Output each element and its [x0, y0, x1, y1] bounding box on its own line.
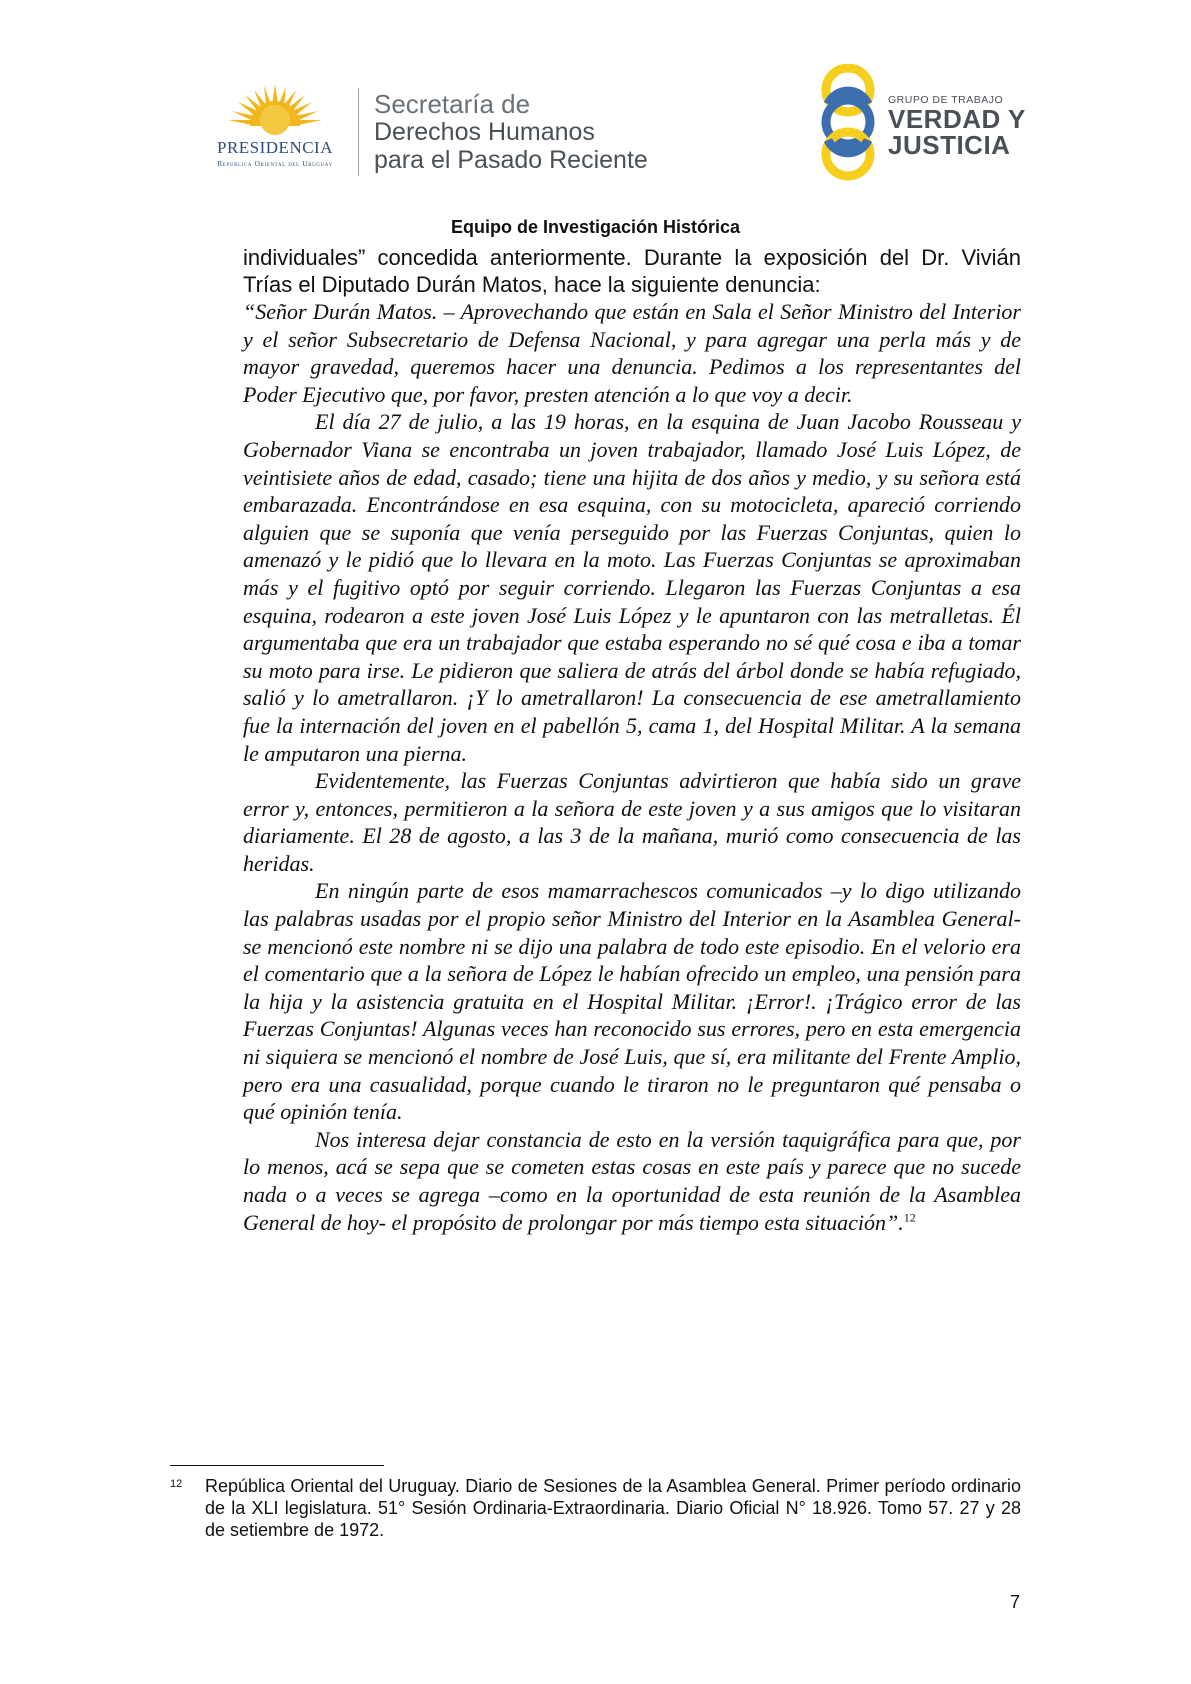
quote-paragraph-5	[243, 1126, 1021, 1236]
secretaria-line2: Derechos Humanos	[374, 118, 595, 146]
header-divider	[358, 88, 359, 176]
team-title: Equipo de Investigación Histórica	[450, 217, 741, 237]
grupo-line3: JUSTICIA	[888, 130, 1011, 160]
secretaria-line3: para el Pasado Reciente	[374, 146, 648, 174]
footnote	[170, 1475, 1021, 1541]
grupo-verdad-justicia-logo	[810, 64, 1040, 184]
quote-paragraph-1: “Señor Durán Matos. – Aprovechando que están en Sala el Señor Ministro del Interior y el señor Subsecretario de Defensa Nacional, y para agregar una perla más y de mayor gravedad, queremos hacer una denuncia. Pedimos a los representantes del Poder Ejecutivo que, por favor, presten atención a lo que voy a decir.	[243, 299, 1021, 407]
grupo-line1: GRUPO DE TRABAJO	[888, 94, 1004, 106]
presidencia-subtitle: República Oriental del Uruguay	[217, 159, 333, 168]
quote-paragraph-3: Evidentemente, las Fuerzas Conjuntas advirtieron que había sido un grave error y, entonces, permitieron a la señora de este joven y a sus amigos que lo visitaran diariamente. El 28 de agosto, a las 3 de la mañana, murió como consecuencia de las heridas.	[243, 768, 1021, 876]
footnote-reference[interactable]: 12	[903, 1210, 916, 1225]
intro-paragraph: individuales” concedida anteriormente. Durante la exposición del Dr. Vivián Trías el Diputado Durán Matos, hace la siguiente denuncia:	[243, 245, 1021, 297]
quote-paragraph-5-text: Nos interesa dejar constancia de esto en la versión taquigráfica para que, por lo menos, acá se sepa que se cometen estas cosas en este país y parece que no sucede nada o a veces se agrega –como en la oportunidad de esta reunión de la Asamblea General de hoy- el propósito de prolongar por más tiempo esta situación”.	[243, 1126, 1021, 1235]
grupo-text	[888, 94, 1026, 158]
page-header	[0, 0, 1191, 210]
presidencia-logo	[195, 80, 355, 180]
sun-icon	[220, 80, 330, 142]
presidencia-name: PRESIDENCIA	[216, 138, 333, 157]
linked-rings-icon	[810, 64, 890, 184]
footnote-number: 12	[170, 1478, 183, 1490]
document-body	[243, 244, 1021, 1236]
footnote-text: República Oriental del Uruguay. Diario de Sesiones de la Asamblea General. Primer período ordinario de la XLI legislatura. 51° Sesión Ordinaria-Extraordinaria. Diario Oficial N° 18.926. Tomo 57. 27 y 28 de setiembre de 1972.	[205, 1476, 1021, 1540]
page-number: 7	[1010, 1592, 1021, 1612]
quote-paragraph-4: En ningún parte de esos mamarrachescos comunicados –y lo digo utilizando las palabras usadas por el propio señor Ministro del Interior en la Asamblea General- se mencionó este nombre ni se dijo una palabra de todo este episodio. En el velorio era el comentario que a la señora de López le habían ofrecido un empleo, una pensión para la hija y la asistencia gratuita en el Hospital Militar. ¡Error!. ¡Trágico error de las Fuerzas Conjuntas! Algunas veces han reconocido sus errores, pero en esta emergencia ni siquiera se mencionó el nombre de José Luis, que sí, era militante del Frente Amplio, pero era una casualidad, porque cuando le tiraron no le preguntaron qué pensaba o qué opinión tenía.	[243, 878, 1021, 1125]
grupo-line2: VERDAD Y	[888, 104, 1026, 134]
quote-paragraph-2: El día 27 de julio, a las 19 horas, en la esquina de Juan Jacobo Rousseau y Gobernador Viana se encontraba un joven trabajador, llamado José Luis López, de veintisiete años de edad, casado; tiene una hijita de dos años y medio, y su señora está embarazada. Encontrándose en esa esquina, con su motocicleta, apareció corriendo alguien que se suponía que venía perseguido por las Fuerzas Conjuntas, quien lo amenazó y le pidió que lo llevara en la moto. Las Fuerzas Conjuntas se aproximaban más y el fugitivo optó por seguir corriendo. Llegaron las Fuerzas Conjuntas a esa esquina, rodearon a este joven José Luis López y le apuntaron con las metralletas. Él argumentaba que era un trabajador que estaba esperando no sé qué cosa e iba a tomar su moto para irse. Le pidieron que saliera de atrás del árbol donde se había refugiado, salió y lo ametrallaron. ¡Y lo ametrallaron! La consecuencia de ese ametrallamiento fue la internación del joven en el pabellón 5, cama 1, del Hospital Militar. A la semana le amputaron una pierna.	[243, 409, 1021, 766]
footnote-separator	[170, 1465, 384, 1466]
secretaria-logo-text	[374, 90, 648, 174]
secretaria-line1: Secretaría de	[374, 89, 531, 119]
